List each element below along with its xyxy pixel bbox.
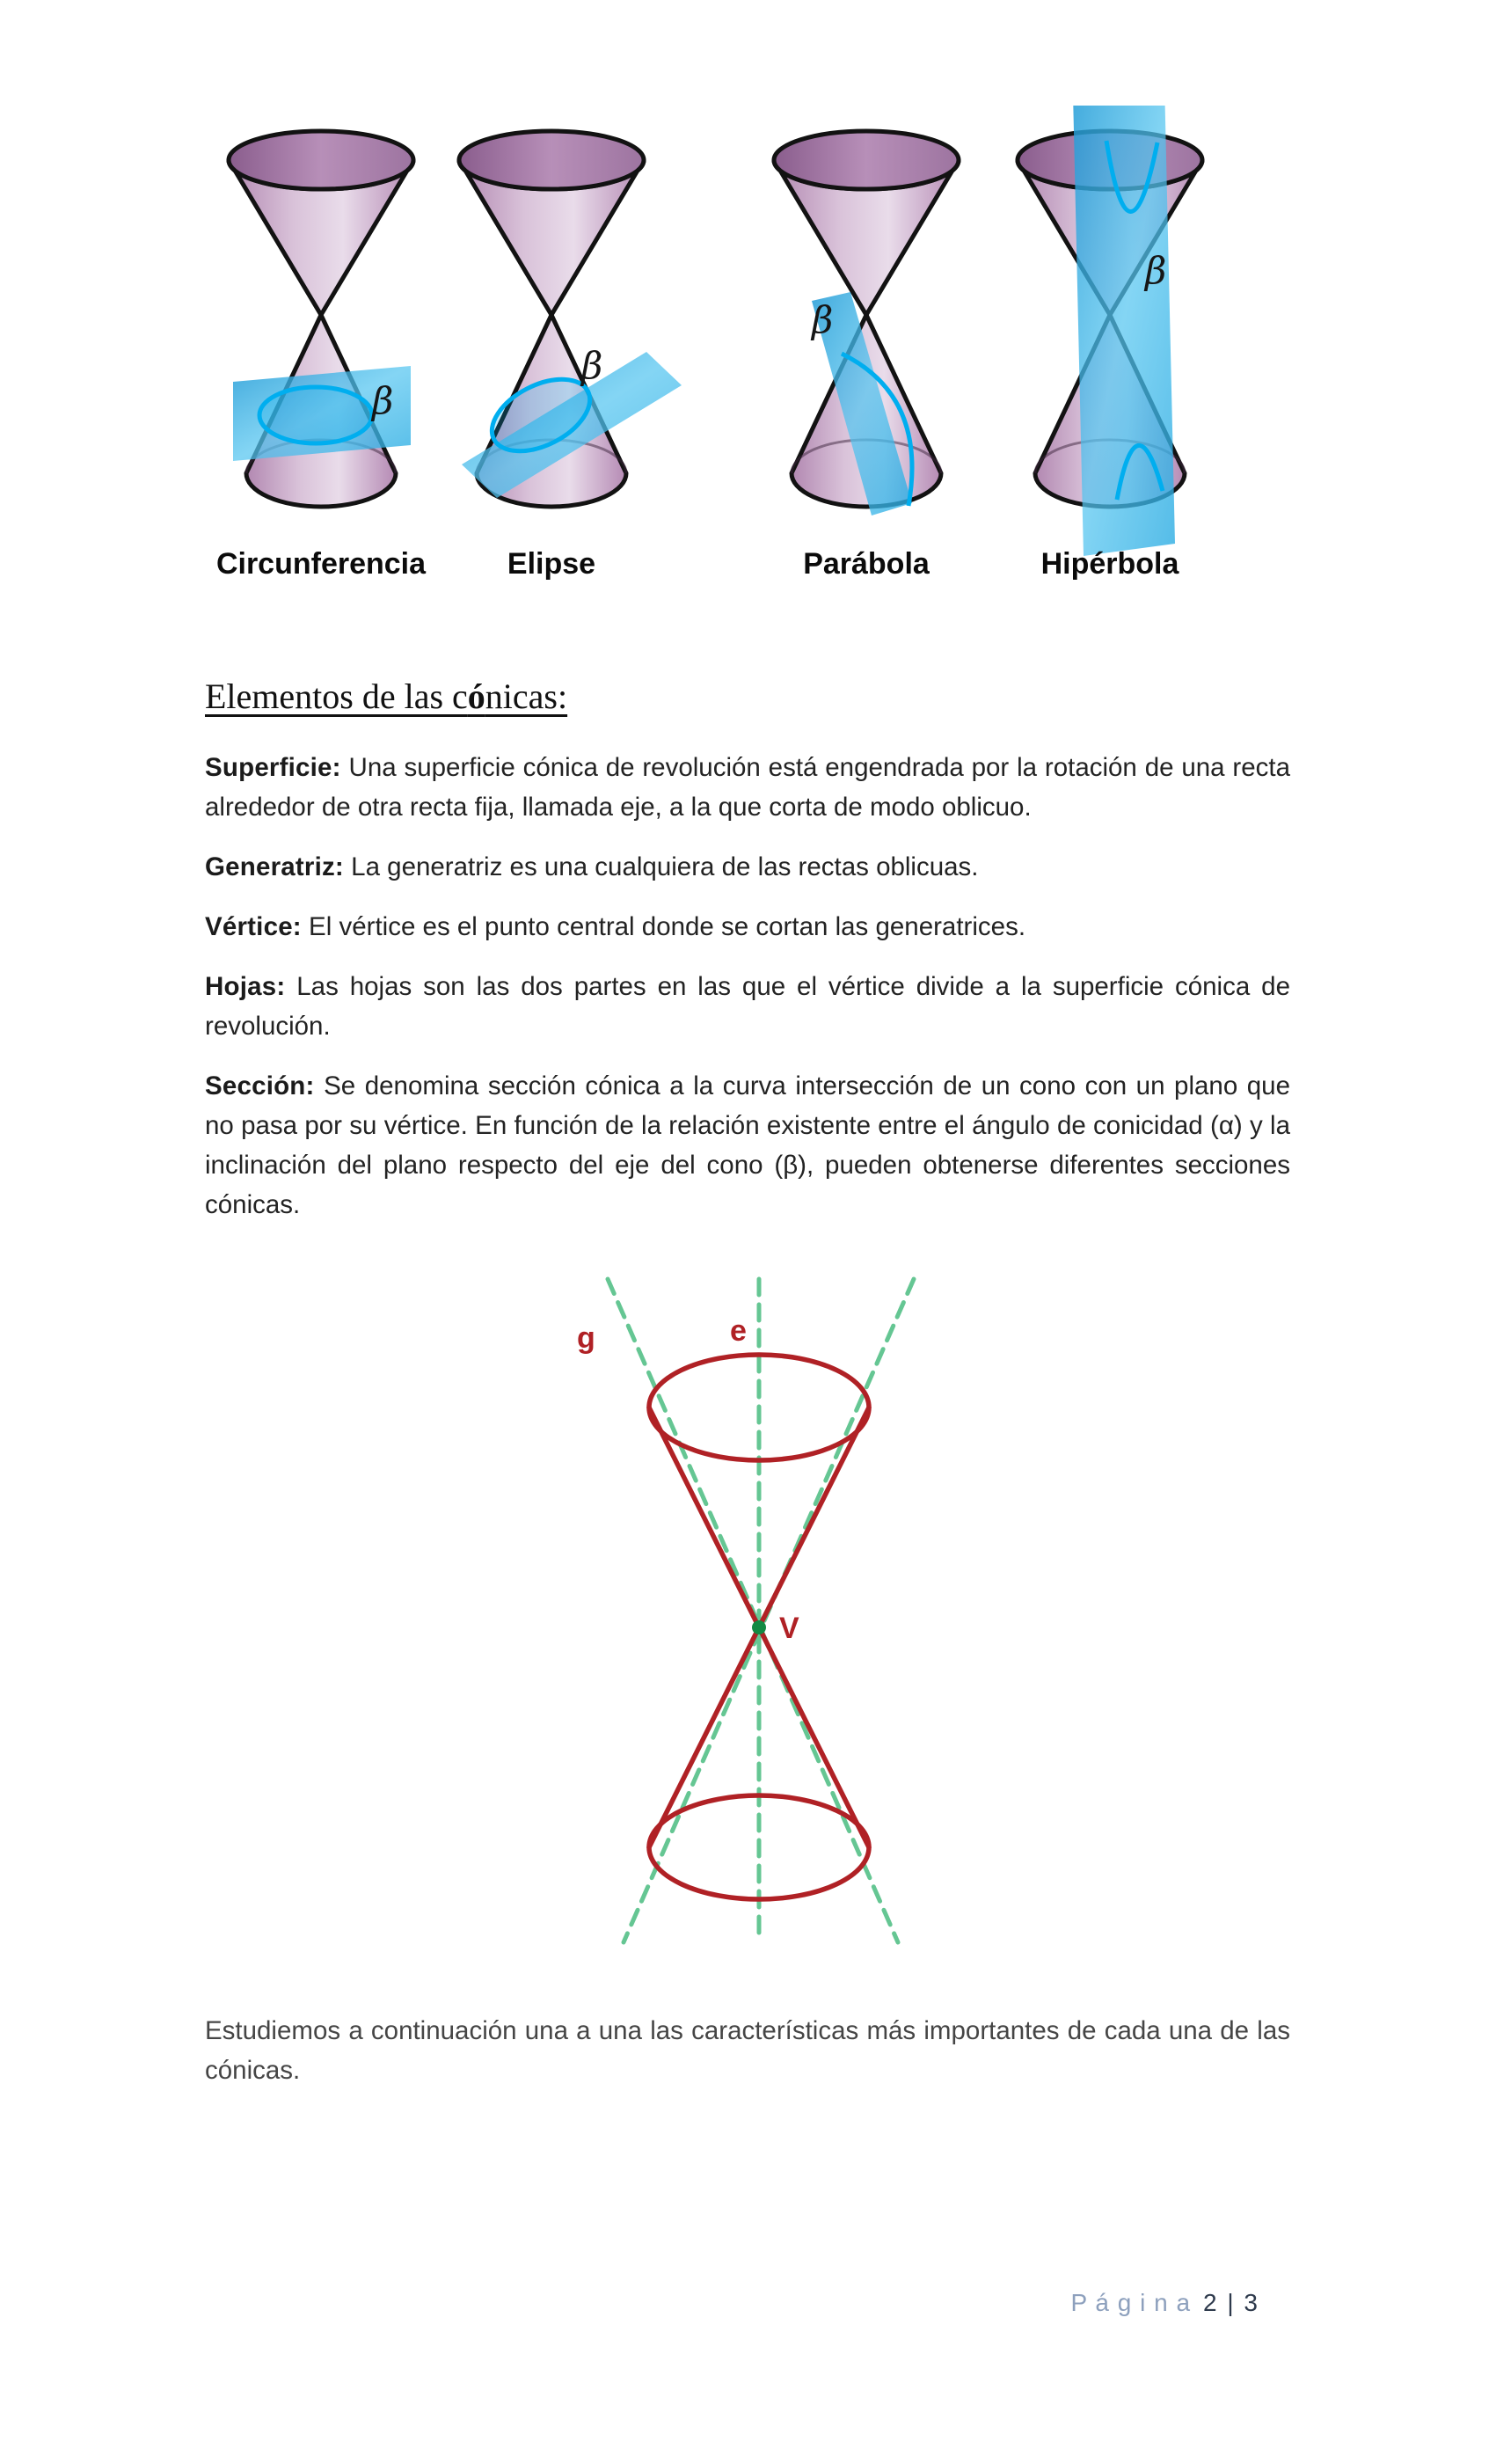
label-generatriz: g <box>577 1321 595 1355</box>
definition-superficie <box>205 748 1290 827</box>
term-label: Hojas: <box>205 972 286 1001</box>
body-text-column <box>205 674 1290 1245</box>
beta-label: β <box>812 298 834 341</box>
definition-seccion <box>205 1066 1290 1225</box>
label-vertice: V <box>779 1612 799 1645</box>
label-eje: e <box>730 1314 747 1348</box>
double-cone-elipse <box>459 131 682 507</box>
page-title <box>205 674 1290 720</box>
definition-hojas <box>205 967 1290 1046</box>
page-footer <box>1070 2289 1259 2317</box>
term-label: Sección: <box>205 1071 315 1100</box>
heading-text: Elementos de las c <box>205 676 468 716</box>
term-text: Se denomina sección cónica a la curva intersección de un cono con un plano que no pasa por su vértice. En función de la relación existente entre el ángulo de conicidad (α) y la inclinación del plano respecto del eje del cono (β), pueden obtenerse diferentes secciones cónicas. <box>205 1071 1290 1219</box>
double-cone-circunferencia <box>229 131 413 507</box>
caption-elipse: Elipse <box>507 547 596 581</box>
term-text: La generatriz es una cualquiera de las rectas oblicuas. <box>351 852 979 881</box>
cutting-plane-vertical <box>1073 106 1175 556</box>
double-cone-hiperbola <box>1018 106 1202 556</box>
term-text: Una superficie cónica de revolución está engendrada por la rotación de una recta alrededor de otra recta fija, llamada eje, a la que corta de modo oblicuo. <box>205 753 1290 822</box>
caption-circunferencia: Circunferencia <box>215 547 427 581</box>
term-text: Las hojas son las dos partes en las que el vértice divide a la superficie cónica de revolución. <box>205 972 1290 1041</box>
definition-vertice <box>205 907 1290 947</box>
heading-accent-char: ó <box>467 676 485 716</box>
heading-text-end: nicas: <box>485 676 568 716</box>
closing-paragraph: Estudiemos a continuación una a una las características más importantes de cada una de las cónicas. <box>205 2015 1290 2085</box>
term-label: Generatriz: <box>205 852 344 881</box>
term-label: Superficie: <box>205 753 341 782</box>
vertex-point <box>752 1620 766 1634</box>
circle-section-curve <box>259 387 372 443</box>
double-cone-parabola <box>774 131 959 515</box>
beta-label: β <box>1145 249 1167 292</box>
beta-label: β <box>581 344 603 387</box>
footer-pagina-label: P á g i n a <box>1070 2289 1192 2316</box>
cone-elements-diagram <box>545 1267 967 1962</box>
conic-sections-figure <box>198 106 1376 585</box>
term-label: Vértice: <box>205 912 302 941</box>
caption-hiperbola: Hipérbola <box>1040 547 1179 581</box>
term-text: El vértice es el punto central donde se cortan las generatrices. <box>309 912 1026 941</box>
definition-generatriz <box>205 847 1290 887</box>
caption-parabola: Parábola <box>803 547 930 581</box>
beta-label: β <box>372 379 394 422</box>
footer-page-number: 2 | 3 <box>1203 2289 1259 2316</box>
